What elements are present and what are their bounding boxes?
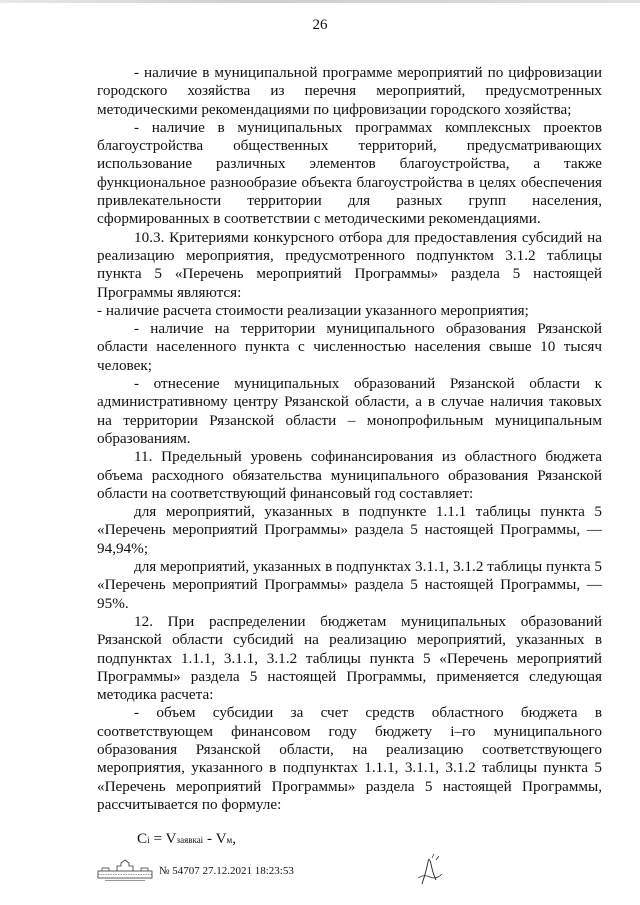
paragraph-list bbox=[97, 64, 602, 814]
page-number: 26 bbox=[312, 17, 328, 33]
paragraph: - наличие в муниципальной программе мероприятий по цифровизации городского хозяйства из перечня мероприятий, предусмотренных методическими рекомендациями по цифровизации городского хозяйства; bbox=[97, 64, 602, 118]
paragraph: - наличие расчета стоимости реализации указанного мероприятия; bbox=[97, 301, 529, 319]
paragraph: - наличие на территории муниципального образования Рязанской области населенного пункта с численностью населения свыше 10 тысяч человек; bbox=[97, 320, 602, 374]
paragraph: - отнесение муниципальных образований Рязанской области к административному центру Рязанской области, а в случае наличия таковых на территории Рязанской области – монопрофильным муниципальным образованиям. bbox=[97, 375, 602, 447]
paragraph: для мероприятий, указанных в подпунктах 3.1.1, 3.1.2 таблицы пункта 5 «Перечень мероприятий Программы» раздела 5 настоящей Программы, — 95%. bbox=[97, 558, 602, 612]
formula-v1-sub: заявкаi bbox=[176, 835, 204, 846]
formula-tail: , bbox=[232, 830, 237, 848]
document-footer bbox=[97, 858, 517, 882]
paragraph: - наличие в муниципальных программах комплексных проектов благоустройства общественных территорий, предусматривающих использование различных элементов благоустройства, а также функциональное разнообразие объекта благоустройства в целях обеспечения привлекательности территории для разных групп населения, сформированных в соответствии с методическими рекомендациями. bbox=[97, 118, 602, 228]
paragraph: - объем субсидии за счет средств областного бюджета в соответствующем финансовом году бюджету i–го муниципального образования Рязанской области, на реализацию соответствующего мероприятия, указанного в подпунктах 1.1.1, 3.1.1, 3.1.2 таблицы пункта 5 «Перечень мероприятий Программы» раздела 5 настоящей Программы, рассчитывается по формуле: bbox=[97, 704, 602, 813]
signature-icon bbox=[412, 850, 448, 893]
formula-lhs: C bbox=[137, 830, 148, 848]
formula-lhs-sub: i bbox=[147, 835, 150, 846]
regional-emblem-icon bbox=[97, 858, 153, 885]
paragraph: 11. Предельный уровень софинансирования из областного бюджета объема расходного обязательства муниципального образования Рязанской области на соответствующий финансовый год составляет: bbox=[97, 448, 602, 502]
formula-v2-sub: м bbox=[226, 835, 233, 846]
document-body bbox=[97, 64, 602, 849]
formula bbox=[97, 830, 602, 849]
formula-minus: - V bbox=[203, 830, 227, 848]
paragraph: 12. При распределении бюджетам муниципальных образований Рязанской области субсидий на реализацию мероприятий, указанных в подпунктах 1.1.1, 3.1.1, 3.1.2 таблицы пункта 5 «Перечень мероприятий Программы» раздела 5 настоящей Программы, применяется следующая методика расчета: bbox=[97, 612, 602, 704]
scan-top-edge bbox=[0, 0, 640, 3]
paragraph: для мероприятий, указанных в подпункте 1.1.1 таблицы пункта 5 «Перечень мероприятий Программы» раздела 5 настоящей Программы, — 94,94%; bbox=[97, 503, 602, 557]
formula-eq: = V bbox=[149, 830, 177, 848]
paragraph: 10.3. Критериями конкурсного отбора для предоставления субсидий на реализацию мероприятия, предусмотренного подпунктом 3.1.2 таблицы пункта 5 «Перечень мероприятий Программы» раздела 5 настоящей Программы являются: bbox=[97, 228, 602, 301]
registration-stamp: № 54707 27.12.2021 18:23:53 bbox=[159, 865, 294, 877]
